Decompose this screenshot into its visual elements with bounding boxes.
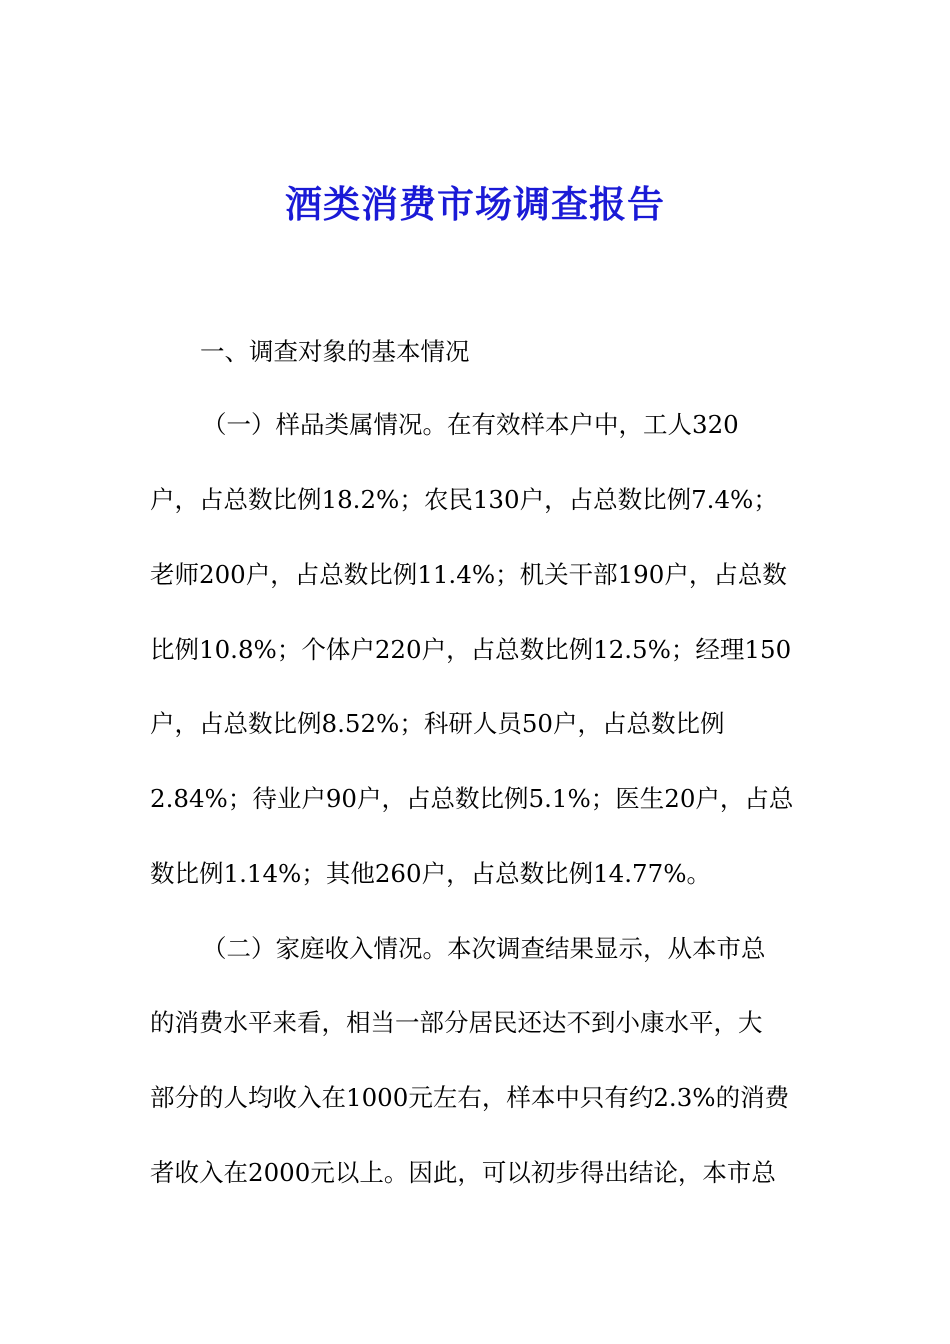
paragraph-line: 户，占总数比例8.52%；科研人员50户，占总数比例: [150, 709, 725, 738]
paragraph-line: 部分的人均收入在1000元左右，样本中只有约2.3%的消费: [150, 1083, 790, 1112]
paragraph-line: （二）家庭收入情况。本次调查结果显示，从本市总: [202, 934, 766, 963]
paragraph-line: 2.84%；待业户90户，占总数比例5.1%；医生20户，占总: [150, 784, 794, 813]
paragraph-line: 比例10.8%；个体户220户，占总数比例12.5%；经理150: [150, 635, 792, 664]
paragraph-line: 数比例1.14%；其他260户，占总数比例14.77%。: [150, 859, 712, 888]
document-title: 酒类消费市场调查报告: [285, 182, 665, 226]
paragraph-line: 老师200户，占总数比例11.4%；机关干部190户，占总数: [150, 560, 787, 589]
paragraph-line: 户，占总数比例18.2%；农民130户，占总数比例7.4%；: [150, 485, 778, 514]
paragraph-line: （一）样品类属情况。在有效样本户中，工人320: [202, 410, 739, 439]
paragraph-line: 的消费水平来看，相当一部分居民还达不到小康水平，大: [150, 1008, 763, 1037]
paragraph-line: 者收入在2000元以上。因此，可以初步得出结论，本市总: [150, 1158, 776, 1187]
section-heading: 一、调查对象的基本情况: [200, 337, 470, 366]
